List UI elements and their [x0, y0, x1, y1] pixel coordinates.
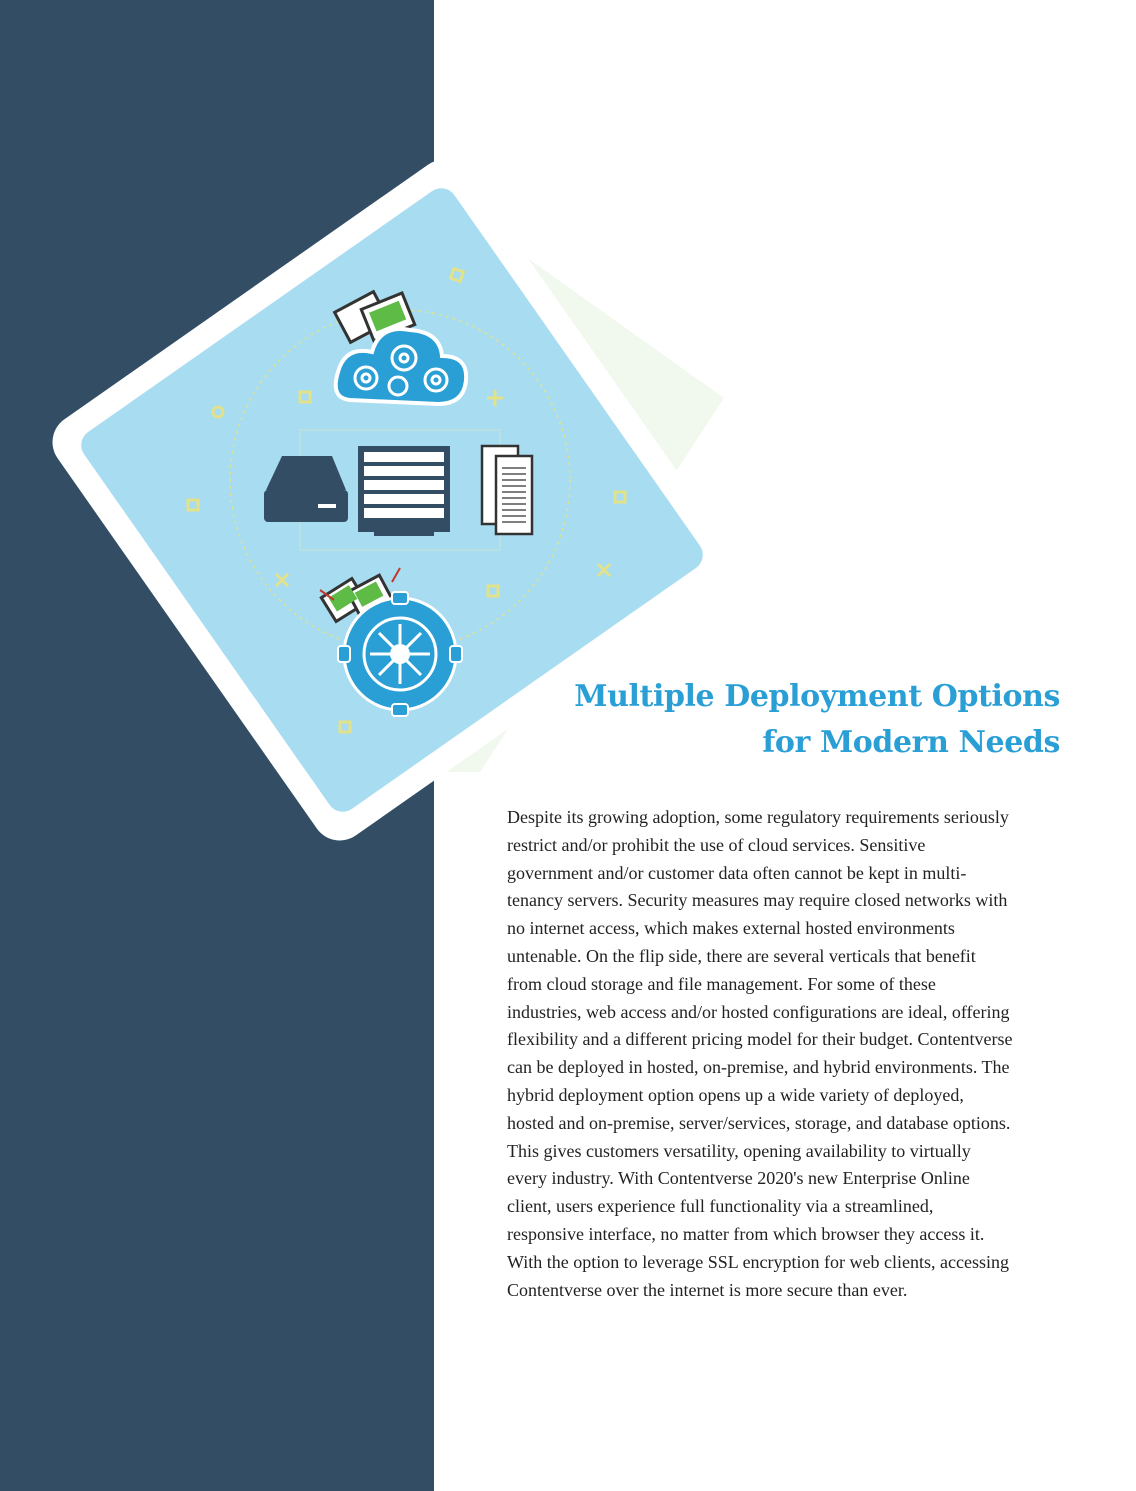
text-line: government and/or customer data often cannot be kept in multi-	[507, 862, 967, 883]
text-line: client, users experience full functionality via a streamlined,	[507, 1196, 934, 1217]
text-line: restrict and/or prohibit the use of cloud services. Sensitive	[507, 834, 926, 855]
text-line: responsive interface, no matter from which browser they access it.	[507, 1223, 985, 1244]
title-line-1: Multiple Deployment Options	[574, 679, 1060, 714]
text-line: Despite its growing adoption, some regulatory requirements seriously	[507, 807, 1009, 827]
text-line: untenable. On the flip side, there are several verticals that benefit	[507, 945, 976, 966]
text-line: industries, web access and/or hosted configurations are ideal, offering	[507, 1001, 1010, 1022]
text-line: With the option to leverage SSL encryption for web clients, accessing	[507, 1251, 1009, 1272]
text-line: from cloud storage and file management. For some of these	[507, 973, 936, 994]
text-line: can be deployed in hosted, on-premise, and hybrid environments. The	[507, 1057, 1010, 1078]
text-line: hybrid deployment option opens up a wide variety of deployed,	[507, 1084, 964, 1105]
text-line: every industry. With Contentverse 2020's new Enterprise Online	[507, 1168, 970, 1189]
body-paragraph	[507, 804, 1067, 1304]
documents-icon	[482, 446, 532, 534]
server-rack-icon	[358, 446, 450, 536]
text-line: This gives customers versatility, opening availability to virtually	[507, 1140, 971, 1161]
page-title	[500, 674, 1060, 766]
text-line: no internet access, which makes external hosted environments	[507, 918, 955, 939]
text-line: hosted and on-premise, server/services, storage, and database options.	[507, 1112, 1011, 1133]
text-line: Contentverse over the internet is more secure than ever.	[507, 1279, 908, 1300]
text-line: flexibility and a different pricing model for their budget. Contentverse	[507, 1029, 1013, 1050]
text-line: tenancy servers. Security measures may require closed networks with	[507, 890, 1008, 911]
title-line-2: for Modern Needs	[762, 725, 1060, 760]
